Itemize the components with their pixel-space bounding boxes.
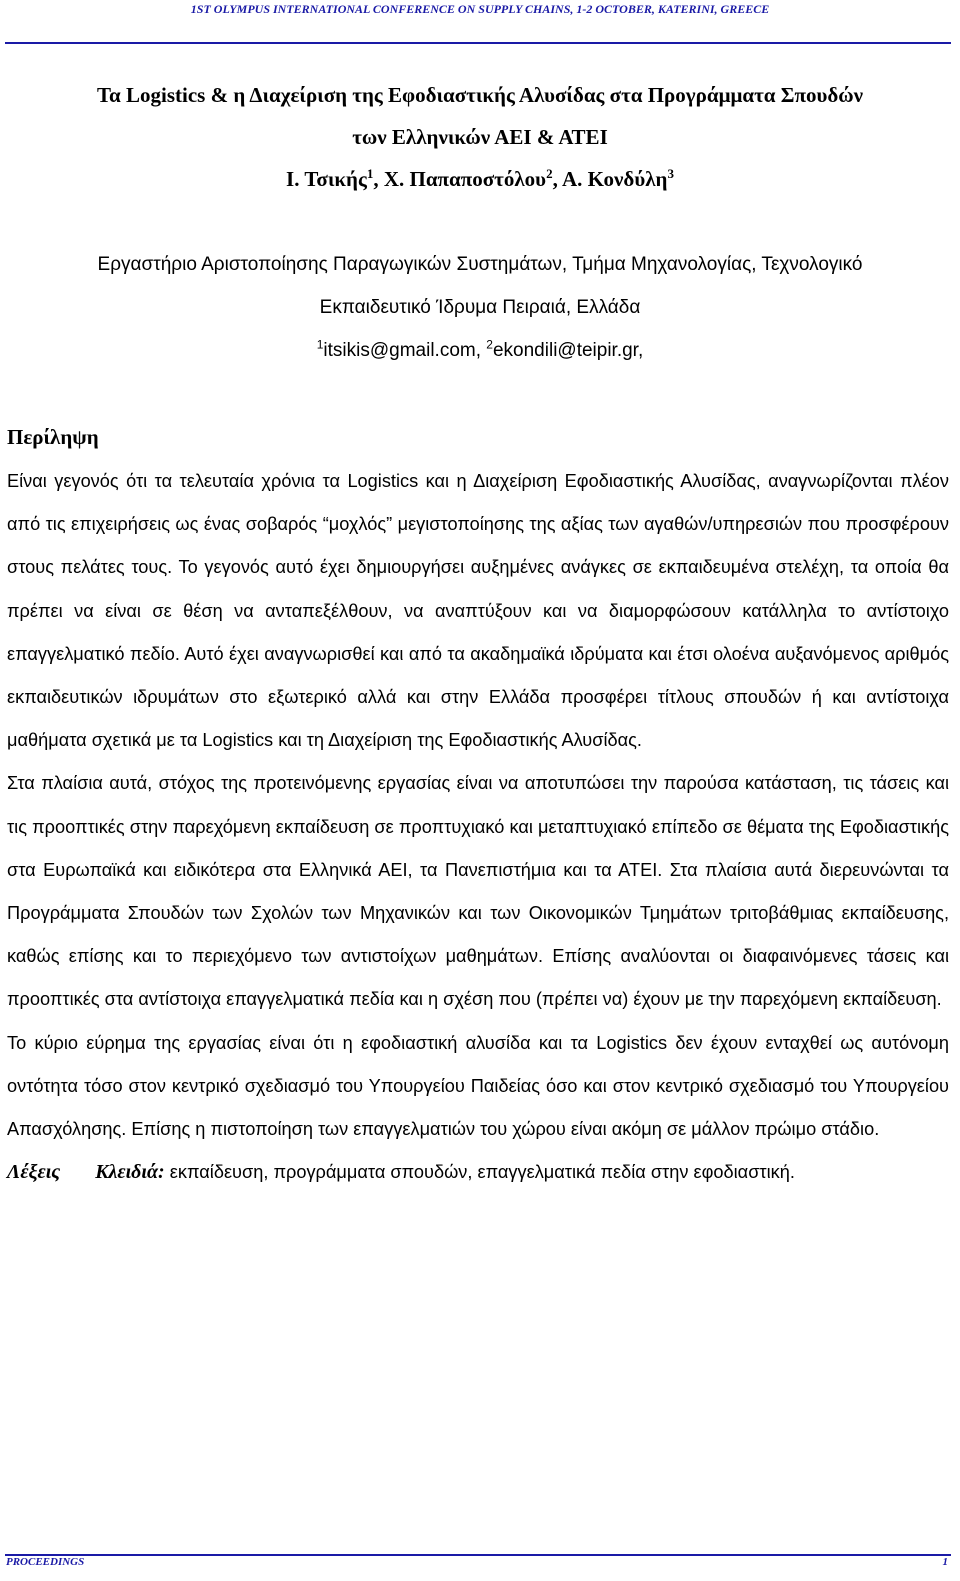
author-list	[286, 167, 674, 191]
author-affiliation-marker: 1	[366, 166, 374, 181]
affiliation-block	[0, 243, 960, 372]
email-address[interactable]: itsikis@gmail.com	[323, 340, 476, 361]
email-separator: ,	[637, 340, 644, 361]
author-separator: ,	[552, 167, 562, 191]
affiliation-line-2: Εκπαιδευτικό Ίδρυμα Πειραιά, Ελλάδα	[319, 297, 641, 318]
author-affiliation-marker: 3	[667, 166, 674, 181]
abstract-paragraph: Στα πλαίσια αυτά, στόχος της προτεινόμενης εργασίας είναι να αποτυπώσει την παρούσα κατάσταση, τις τάσεις και τις προοπτικές στην παρεχόμενη εκπαίδευση σε προπτυχιακό και μεταπτυχιακό επίπεδο σε θέματα της Εφοδιαστικής στα Ευρωπαϊκά και ειδικότερα στα Ελληνικά ΑΕΙ, τα Πανεπιστήμια και τα ΑΤΕΙ. Στα πλαίσια αυτά διερευνώνται τα Προγράμματα Σπουδών των Σχολών των Μηχανικών και των Οικονομικών Τμημάτων τριτοβάθμιας εκπαίδευσης, καθώς επίσης και το περιεχόμενο των αντιστοίχων μαθημάτων. Επίσης αναλύονται οι διαφαινόμενες τάσεις και προοπτικές στα αντίστοιχα επαγγελματικά πεδία και η σχέση που (πρέπει να) έχουν με την παρεχόμενη εκπαίδευση.	[7, 773, 949, 1010]
title-line-2: των Ελληνικών ΑΕΙ & ΑΤΕΙ	[352, 125, 608, 149]
affiliation-line-1: Εργαστήριο Αριστοποίησης Παραγωγικών Συστημάτων, Τμήμα Μηχανολογίας, Τεχνολογικό	[97, 254, 863, 275]
author-affiliation-marker: 2	[546, 166, 553, 181]
email-marker: 1	[316, 337, 324, 352]
email-list	[316, 337, 644, 361]
footer-rule	[5, 1554, 951, 1556]
author-name: Χ. Παπαποστόλου	[383, 167, 547, 191]
email-address[interactable]: ekondili@teipir.gr	[492, 340, 638, 361]
email-marker: 2	[486, 337, 493, 352]
header-rule	[5, 42, 951, 44]
running-header: 1ST OLYMPUS INTERNATIONAL CONFERENCE ON SUPPLY CHAINS, 1-2 OCTOBER, KATERINI, GREECE	[190, 2, 770, 16]
footer-proceedings-label: PROCEEDINGS	[6, 1556, 85, 1568]
keywords-paragraph	[7, 1151, 949, 1194]
keywords-label: Λέξεις Κλειδιά:	[7, 1161, 165, 1184]
author-name: Α. Κονδύλη	[561, 167, 668, 191]
paper-title	[10, 74, 950, 200]
page-number: 1	[942, 1556, 948, 1568]
abstract-body	[7, 460, 949, 1194]
keywords-text: εκπαίδευση, προγράμματα σπουδών, επαγγελματικά πεδία στην εφοδιαστική.	[169, 1162, 795, 1183]
email-separator: ,	[475, 340, 487, 361]
author-name: Ι. Τσικής	[286, 167, 367, 191]
author-separator: ,	[373, 167, 384, 191]
abstract-paragraph: Το κύριο εύρημα της εργασίας είναι ότι η εφοδιαστική αλυσίδα και τα Logistics δεν έχουν ενταχθεί ως αυτόνομη οντότητα τόσο στον κεντρικό σχεδιασμό του Υπουργείου Παιδείας όσο και στον κεντρικό σχεδιασμό του Υπουργείου Απασχόλησης. Επίσης η πιστοποίηση των επαγγελματιών του χώρου είναι ακόμη σε μάλλον πρώιμο στάδιο.	[7, 1032, 949, 1140]
title-line-1: Τα Logistics & η Διαχείριση της Εφοδιαστικής Αλυσίδας στα Προγράμματα Σπουδών	[96, 83, 864, 107]
abstract-paragraph: Είναι γεγονός ότι τα τελευταία χρόνια τα Logistics και η Διαχείριση Εφοδιαστικής Αλυσίδας, αναγνωρίζονται πλέον από τις επιχειρήσεις ως ένας σοβαρός “μοχλός” μεγιστοποίησης της αξίας των αγαθών/υπηρεσιών που προσφέρουν στους πελάτες τους. Το γεγονός αυτό έχει δημιουργήσει αυξημένες ανάγκες σε εκπαιδευμένα στελέχη, τα οποία θα πρέπει να είναι σε θέση να ανταπεξέλθουν, να αναπτύξουν και να διαμορφώσουν κατάλληλα το αντίστοιχο επαγγελματικό πεδίο. Αυτό έχει αναγνωρισθεί και από τα ακαδημαϊκά ιδρύματα και έτσι ολοένα αυξανόμενος αριθμός εκπαιδευτικών ιδρυμάτων στο εξωτερικό αλλά και στην Ελλάδα προσφέρει τίτλους σπουδών ή και αντίστοιχα μαθήματα σχετικά με τα Logistics και τη Διαχείριση της Εφοδιαστικής Αλυσίδας.	[7, 471, 949, 751]
abstract-heading: Περίληψη	[7, 425, 99, 449]
